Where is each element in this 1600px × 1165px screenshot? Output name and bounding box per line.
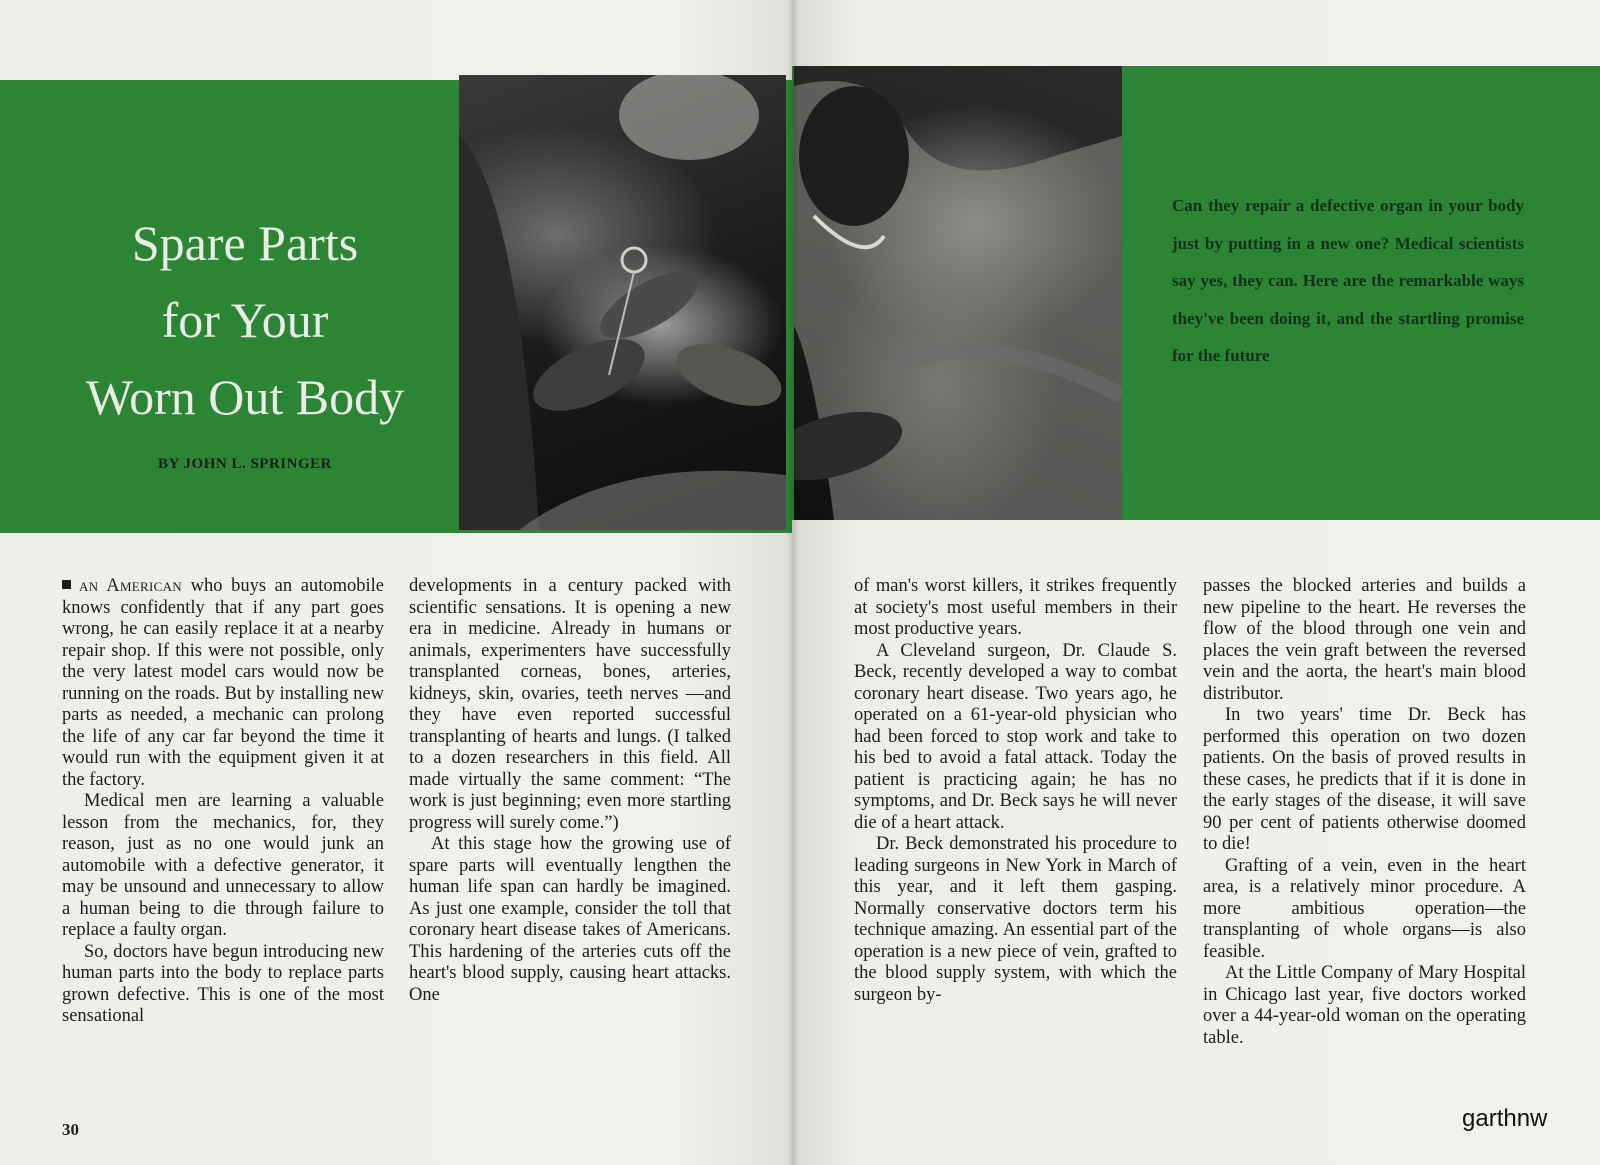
paragraph: of man's worst killers, it strikes frequently at society's most useful members in their most productive years. <box>854 576 1177 639</box>
title-line: Spare Parts <box>131 215 359 271</box>
surgeon-hands-illustration <box>459 75 786 530</box>
text-column-2 <box>409 576 731 1006</box>
lead-in: an American <box>79 576 182 596</box>
paragraph: developments in a century packed with scientific sensations. It is opening a new era in medicine. Already in humans or animals, experimenters have successfully transplanted corneas, bones, arteries, kidneys, skin, ovaries, teeth nerves —and they have even reported successful transplanting of hearts and lungs. (I talked to a dozen researchers in this field. All made virtually the same comment: “The work is just beginning; even more startling progress will surely come.”) <box>409 576 731 833</box>
surgeon-gown-illustration <box>794 66 1122 520</box>
watermark: garthnw <box>1462 1105 1548 1132</box>
text-column-1 <box>62 576 384 1028</box>
surgery-photo-left <box>459 75 786 530</box>
text-column-3 <box>854 576 1177 1006</box>
deck-text: Can they repair a defective organ in your body just by putting in a new one? Medical scientists say yes, they can. Here are the remarkable ways they've been doing it, and the startling promise for the future <box>1172 196 1524 365</box>
page-number: 30 <box>62 1120 79 1139</box>
book-gutter <box>786 0 800 1165</box>
bullet-square-icon <box>62 580 71 589</box>
paragraph: passes the blocked arteries and builds a new pipeline to the heart. He reverses the flow of the blood through one vein and places the vein graft between the reversed vein and the aorta, the heart's main blood distributor. <box>1203 576 1526 704</box>
paragraph <box>62 576 384 791</box>
article-title <box>40 205 450 436</box>
paragraph: A Cleveland surgeon, Dr. Claude S. Beck, recently developed a way to combat coronary heart disease. Two years ago, he operated on a 61-year-old physician who had been forced to stop work and take to his bed to avoid a fatal attack. Today the patient is practicing again; he has no symptoms, and Dr. Beck says he will never die of a heart attack. <box>854 640 1177 833</box>
title-line: Worn Out Body <box>85 369 405 425</box>
paragraph: At this stage how the growing use of spare parts will eventually lengthen the human life span can hardly be imagined. As just one example, consider the toll that coronary heart disease takes of Americans. This hardening of the arteries cuts off the heart's blood supply, causing heart attacks. One <box>409 834 731 1005</box>
byline: BY JOHN L. SPRINGER <box>158 456 332 472</box>
paragraph: Dr. Beck demonstrated his procedure to leading surgeons in New York in March of this year, and it left them gasping. Normally conservative doctors term his technique amazing. An essential part of the operation is a new piece of vein, grafted to the blood supply system, with which the surgeon by- <box>854 834 1177 1005</box>
title-line: for Your <box>161 292 329 348</box>
surgery-photo-right <box>794 66 1122 520</box>
text-column-4 <box>1203 576 1526 1049</box>
paragraph-text: who buys an automobile knows confidently that if any part goes wrong, he can easily replace it at a nearby repair shop. If this were not possible, only the very latest model cars would now be running on the roads. But by installing new parts as needed, a mechanic can prolong the life of any car far beyond the time it would run with the equipment given it at the factory. <box>62 576 384 790</box>
paragraph: So, doctors have begun introducing new human parts into the body to replace parts grown defective. This is one of the most sensational <box>62 941 384 1026</box>
paragraph: Medical men are learning a valuable lesson from the mechanics, for, they reason, just as no one would junk an automobile with a defective generator, it may be unsound and unnecessary to allow a human being to die through failure to replace a faulty organ. <box>62 791 384 940</box>
paragraph: At the Little Company of Mary Hospital in Chicago last year, five doctors worked over a 44-year-old woman on the operating table. <box>1203 963 1526 1048</box>
paragraph: In two years' time Dr. Beck has performed this operation on two dozen patients. On the basis of proved results in these cases, he predicts that if it is done in the early stages of the disease, it will save 90 per cent of patients otherwise doomed to die! <box>1203 705 1526 854</box>
paragraph: Grafting of a vein, even in the heart area, is a relatively minor procedure. A more ambitious operation—the transplanting of whole organs—is also feasible. <box>1203 855 1526 962</box>
